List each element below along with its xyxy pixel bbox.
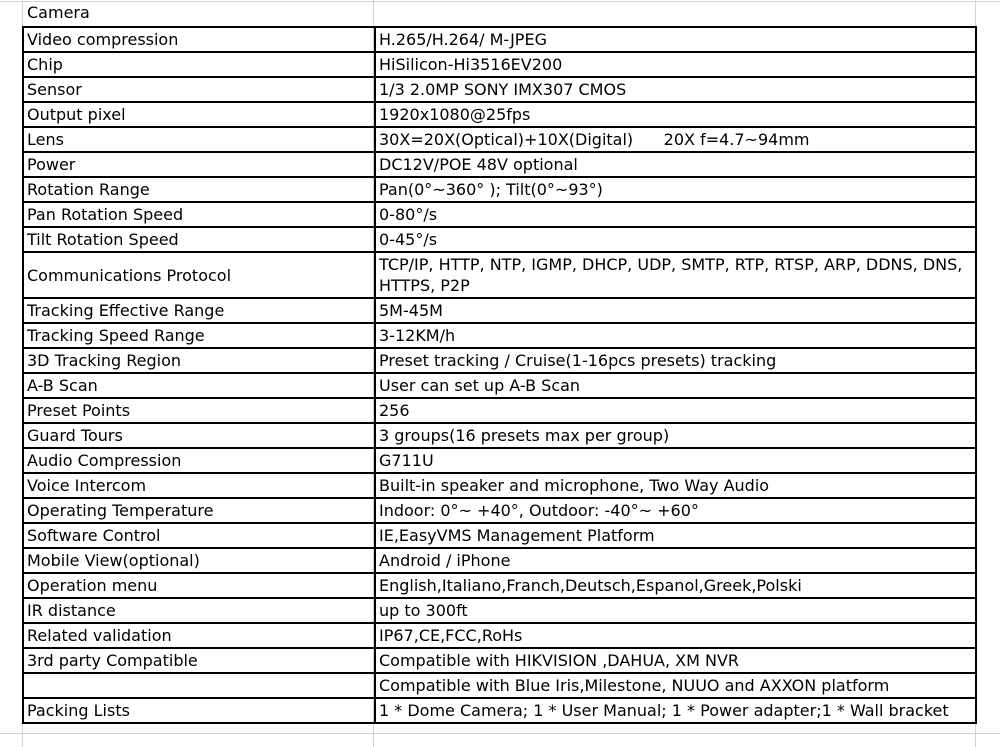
spec-label[interactable]: Tilt Rotation Speed [23, 227, 375, 252]
spec-value[interactable]: TCP/IP, HTTP, NTP, IGMP, DHCP, UDP, SMTP, RTP, RTSP, ARP, DDNS, DNS, HTTPS, P2P [375, 252, 976, 298]
spec-value[interactable]: DC12V/POE 48V optional [375, 152, 976, 177]
gridline [0, 733, 1000, 734]
spec-value[interactable]: Compatible with Blue Iris,Milestone, NUUO and AXXON platform [375, 673, 976, 698]
table-row [23, 648, 976, 673]
spec-label-empty[interactable] [23, 673, 375, 698]
spec-value[interactable]: 5M-45M [375, 298, 976, 323]
table-row [23, 423, 976, 448]
sheet-title[interactable]: Camera [27, 3, 90, 22]
table-row [23, 227, 976, 252]
spec-label[interactable]: 3rd party Compatible [23, 648, 375, 673]
spec-value[interactable]: 30X=20X(Optical)+10X(Digital) 20X f=4.7~94mm [375, 127, 976, 152]
table-row [23, 473, 976, 498]
spec-value[interactable]: IE,EasyVMS Management Platform [375, 523, 976, 548]
spec-label[interactable]: Video compression [23, 27, 375, 52]
table-row [23, 77, 976, 102]
table-row [23, 52, 976, 77]
table-row [23, 623, 976, 648]
spec-label[interactable]: Operation menu [23, 573, 375, 598]
spec-label[interactable]: Audio Compression [23, 448, 375, 473]
spec-label[interactable]: Power [23, 152, 375, 177]
spec-label[interactable]: Tracking Speed Range [23, 323, 375, 348]
spec-value[interactable]: 1/3 2.0MP SONY IMX307 CMOS [375, 77, 976, 102]
table-row [23, 598, 976, 623]
spec-label[interactable]: Related validation [23, 623, 375, 648]
table-row [23, 573, 976, 598]
spec-value[interactable]: IP67,CE,FCC,RoHs [375, 623, 976, 648]
spec-value[interactable]: Pan(0°~360° ); Tilt(0°~93°) [375, 177, 976, 202]
spec-label[interactable]: Packing Lists [23, 698, 375, 723]
spec-label[interactable]: Operating Temperature [23, 498, 375, 523]
spec-label[interactable]: Pan Rotation Speed [23, 202, 375, 227]
spec-value[interactable]: up to 300ft [375, 598, 976, 623]
table-row [23, 252, 976, 298]
spec-value[interactable]: 3-12KM/h [375, 323, 976, 348]
table-row [23, 27, 976, 52]
spec-value[interactable]: G711U [375, 448, 976, 473]
spec-label[interactable]: Communications Protocol [23, 252, 375, 298]
spec-value[interactable]: Indoor: 0°~ +40°, Outdoor: -40°~ +60° [375, 498, 976, 523]
spec-value[interactable]: H.265/H.264/ M-JPEG [375, 27, 976, 52]
table-row [23, 127, 976, 152]
spec-value[interactable]: English,Italiano,Franch,Deutsch,Espanol,Greek,Polski [375, 573, 976, 598]
table-row [23, 498, 976, 523]
spec-label[interactable]: 3D Tracking Region [23, 348, 375, 373]
spec-value[interactable]: User can set up A-B Scan [375, 373, 976, 398]
spec-value[interactable]: 1920x1080@25fps [375, 102, 976, 127]
table-row [23, 448, 976, 473]
spec-label[interactable]: Mobile View(optional) [23, 548, 375, 573]
spec-label[interactable]: A-B Scan [23, 373, 375, 398]
table-row [23, 398, 976, 423]
spec-value[interactable]: Android / iPhone [375, 548, 976, 573]
table-row [23, 323, 976, 348]
spec-label[interactable]: Guard Tours [23, 423, 375, 448]
table-row [23, 673, 976, 698]
spec-value[interactable]: HiSilicon-Hi3516EV200 [375, 52, 976, 77]
spec-label[interactable]: Preset Points [23, 398, 375, 423]
table-row [23, 177, 976, 202]
table-row [23, 202, 976, 227]
table-row [23, 102, 976, 127]
spec-label[interactable]: Lens [23, 127, 375, 152]
spec-value[interactable]: Preset tracking / Cruise(1-16pcs presets) tracking [375, 348, 976, 373]
spec-label[interactable]: Tracking Effective Range [23, 298, 375, 323]
spec-label[interactable]: Software Control [23, 523, 375, 548]
table-row [23, 698, 976, 723]
spec-value[interactable]: 256 [375, 398, 976, 423]
spec-value[interactable]: Built-in speaker and microphone, Two Way Audio [375, 473, 976, 498]
spec-label[interactable]: Rotation Range [23, 177, 375, 202]
table-row [23, 548, 976, 573]
spec-value[interactable]: Compatible with HIKVISION ,DAHUA, XM NVR [375, 648, 976, 673]
spec-value[interactable]: 3 groups(16 presets max per group) [375, 423, 976, 448]
table-row [23, 298, 976, 323]
spec-label[interactable]: IR distance [23, 598, 375, 623]
table-row [23, 152, 976, 177]
spec-value[interactable]: 0-80°/s [375, 202, 976, 227]
spec-label[interactable]: Sensor [23, 77, 375, 102]
spec-value[interactable]: 1 * Dome Camera; 1 * User Manual; 1 * Power adapter;1 * Wall bracket [375, 698, 976, 723]
spec-label[interactable]: Output pixel [23, 102, 375, 127]
table-row [23, 373, 976, 398]
spec-table [22, 26, 977, 724]
table-row [23, 348, 976, 373]
table-row [23, 523, 976, 548]
spec-value[interactable]: 0-45°/s [375, 227, 976, 252]
spec-label[interactable]: Voice Intercom [23, 473, 375, 498]
spec-label[interactable]: Chip [23, 52, 375, 77]
